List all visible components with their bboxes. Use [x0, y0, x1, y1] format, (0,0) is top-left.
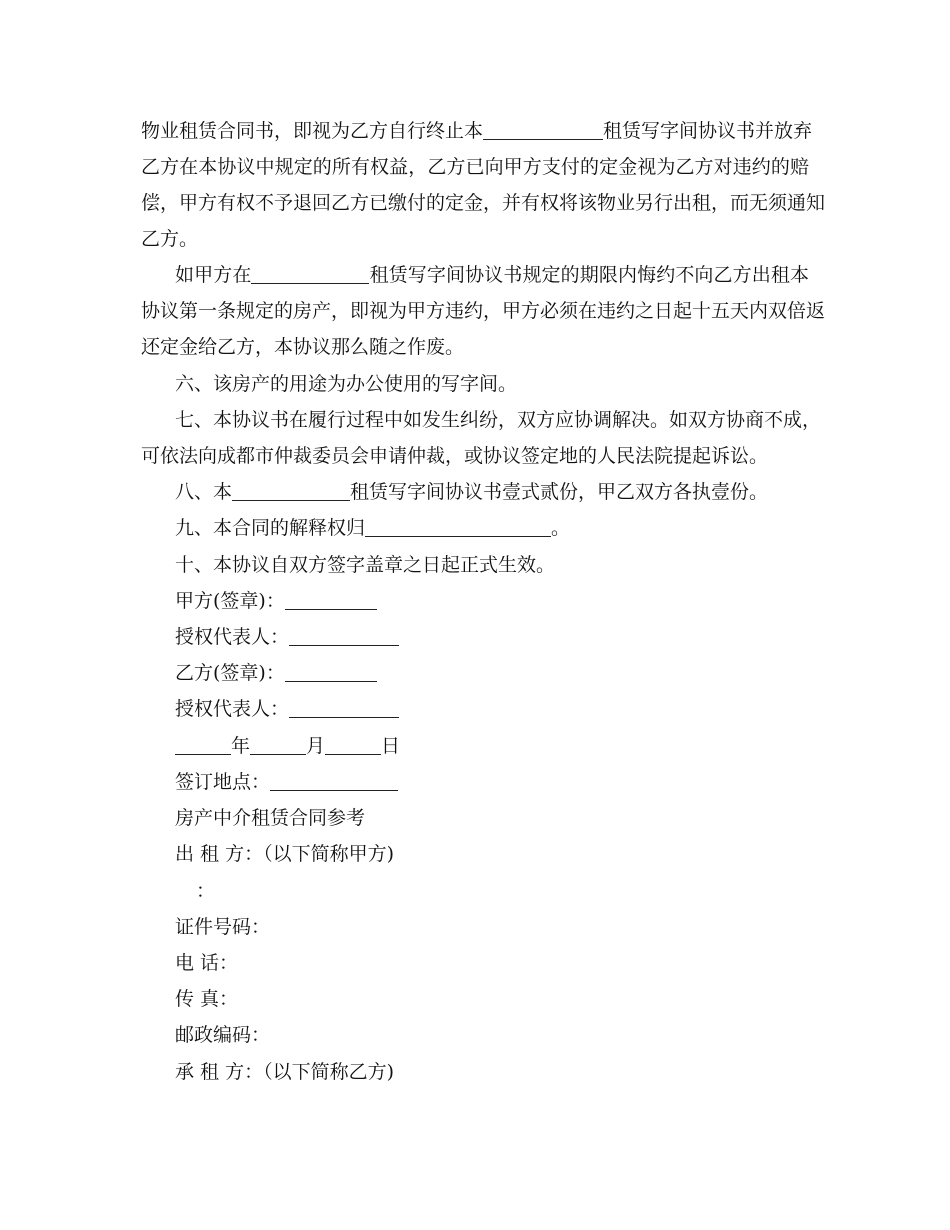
text-segment: 租赁写字间协议书并放弃 [603, 120, 813, 142]
party-a-representative [175, 625, 399, 649]
text-segment: 如甲方在 [175, 264, 252, 286]
fill-in-blank [270, 772, 398, 791]
fill-in-blank [175, 736, 231, 755]
paragraph-line: 七、本协议书在履行过程中如发生纠纷，双方应协调解决。如双方协商不成， [175, 409, 822, 431]
fill-in-blank [289, 627, 399, 646]
id-number-line: 证件号码： [175, 916, 271, 938]
field-label: 授权代表人： [175, 698, 290, 720]
signing-date [175, 734, 400, 758]
field-label: 授权代表人： [175, 626, 290, 648]
text-segment: 租赁写字间协议书规定的期限内悔约不向乙方出租本 [369, 264, 809, 286]
date-unit: 日 [381, 735, 401, 757]
signing-place [175, 770, 398, 794]
fill-in-blank [289, 699, 399, 718]
fill-in-blank [250, 736, 306, 755]
paragraph-line: 乙方。 [141, 228, 199, 250]
date-unit: 月 [306, 735, 326, 757]
paragraph-line [141, 119, 813, 143]
clause-ten: 十、本协议自双方签字盖章之日起正式生效。 [175, 554, 556, 576]
lessee-line: 承 租 方：（以下简称乙方) [175, 1061, 394, 1083]
fill-in-blank [325, 736, 381, 755]
fill-in-blank [365, 518, 551, 537]
party-b-signature [175, 661, 377, 685]
text-segment: 八、本 [175, 481, 233, 503]
text-segment: 物业租赁合同书，即视为乙方自行终止本 [141, 120, 484, 142]
paragraph-line: 可依法向成都市仲裁委员会申请仲裁，或协议签定地的人民法院提起诉讼。 [141, 445, 769, 467]
field-label: 乙方(签章)： [175, 662, 285, 684]
text-segment: 。 [551, 517, 571, 539]
field-label: 签订地点： [175, 771, 271, 793]
text-segment: 九、本合同的解释权归 [175, 517, 366, 539]
lessor-line: 出 租 方：（以下简称甲方) [175, 843, 394, 865]
fill-in-blank [285, 663, 377, 682]
party-b-representative [175, 697, 399, 721]
fill-in-blank [285, 591, 377, 610]
text-segment: 租赁写字间协议书壹式贰份，甲乙双方各执壹份。 [350, 481, 769, 503]
party-a-signature [175, 589, 377, 613]
fill-in-blank [232, 482, 350, 501]
date-unit: 年 [231, 735, 251, 757]
clause-nine [175, 516, 570, 540]
paragraph-line: 还定金给乙方，本协议那么随之作废。 [141, 336, 465, 358]
clause-eight [175, 480, 768, 504]
paragraph-line: 乙方在本协议中规定的所有权益，乙方已向甲方支付的定金视为乙方对违约的赔 [141, 156, 809, 178]
postcode-line: 邮政编码： [175, 1024, 271, 1046]
field-label: 甲方(签章)： [175, 590, 285, 612]
paragraph-line: 偿，甲方有权不予退回乙方已缴付的定金，并有权将该物业另行出租，而无须通知 [141, 192, 826, 214]
fill-in-blank [483, 121, 603, 140]
fill-in-blank [251, 265, 369, 284]
colon-line: ： [196, 880, 216, 902]
section-title: 房产中介租赁合同参考 [175, 807, 366, 829]
phone-line: 电 话： [175, 952, 239, 974]
paragraph-line: 协议第一条规定的房产，即视为甲方违约，甲方必须在违约之日起十五天内双倍返 [141, 300, 826, 322]
paragraph-line [175, 263, 809, 287]
clause-six: 六、该房产的用途为办公使用的写字间。 [175, 373, 518, 395]
fax-line: 传 真： [175, 988, 239, 1010]
